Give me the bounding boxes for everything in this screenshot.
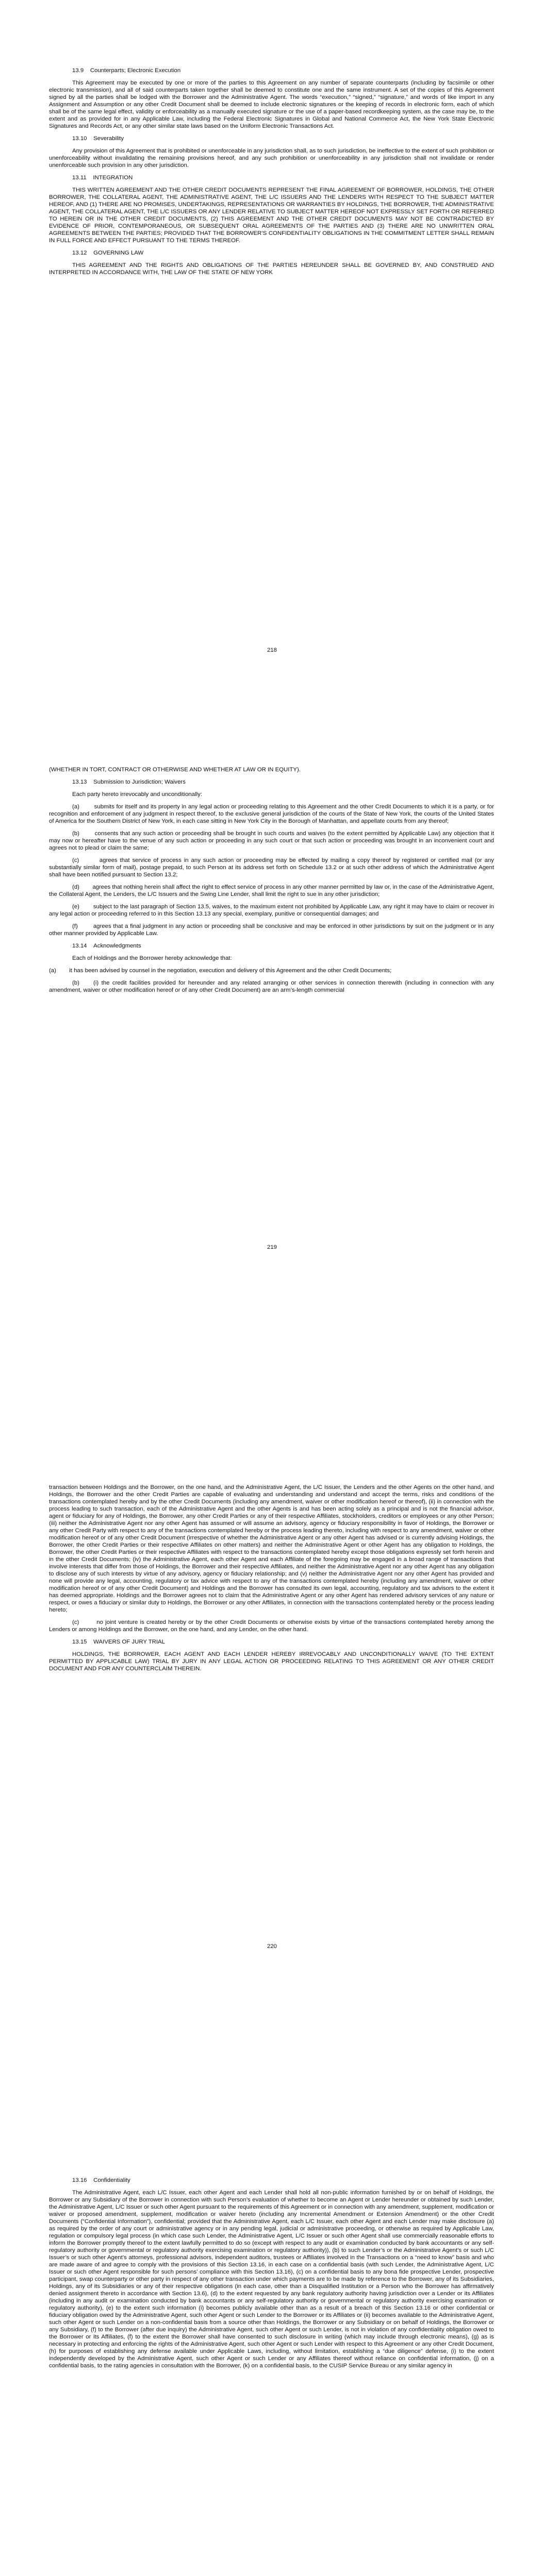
heading-13-15: 13.15 WAIVERS OF JURY TRIAL [72,1639,165,1646]
paragraph: Each party hereto irrevocably and unconditionally: [72,791,203,798]
clause-b: (b) consents that any such action or proceeding shall be brought in such courts and waives (to the extent permitted by Applicable Law) any objection that it may now or hereafter have to the venue of any such action or proceeding in any such court or that such action or proceeding was brought in an inconvenient court and agrees not to plead or claim the same; [49,831,494,852]
page-number: 220 [267,1943,277,1950]
page-number: 218 [267,647,277,653]
page-218-content [49,67,494,281]
paragraph: Any provision of this Agreement that is prohibited or unenforceable in any jurisdiction shall, as to such jurisdiction, be ineffective to the extent of such prohibition or unenforceability without invalidating the remaining provisions hereof, and any such prohibition or unenforceability in any jurisdiction shall not invalidate or render unenforceable such provision in any other jurisdiction. [49,148,494,169]
clause-b: (b) (i) the credit facilities provided for hereunder and any related arranging or other services in connection therewith (including in connection with any amendment, waiver or other modification hereof or of any other Credit Document) are an arm’s-length commercial [49,980,494,994]
clause-c: (c) agrees that service of process in any such action or proceeding may be effected by mailing a copy thereof by registered or certified mail (or any substantially similar form of mail), postage prepaid, to such Person at its address set forth on Schedule 13.2 or at such other address of which the Administrative Agent shall have been notified pursuant to Section 13.2; [49,857,494,878]
heading-13-11: 13.11 INTEGRATION [72,175,133,181]
clause-f: (f) agrees that a final judgment in any action or proceeding shall be conclusive and may be enforced in other jurisdictions by suit on the judgment or in any other manner provided by Applicable Law. [49,923,494,937]
paragraph: HOLDINGS, THE BORROWER, EACH AGENT AND EACH LENDER HEREBY IRREVOCABLY AND UNCONDITIONALLY WAIVE (TO THE EXTENT PERMITTED BY APPLICABLE LAW) TRIAL BY JURY IN ANY LEGAL ACTION OR PROCEEDING RELATING TO THIS AGREEMENT OR ANY OTHER CREDIT DOCUMENT AND FOR ANY COUNTERCLAIM THEREIN. [49,1651,494,1672]
clause-e: (e) subject to the last paragraph of Section 13.5, waives, to the maximum extent not prohibited by Applicable Law, any right it may have to claim or recover in any legal action or proceeding referred to in this Section 13.13 any special, exemplary, punitive or consequential damages; and [49,904,494,918]
clause-a: (a) submits for itself and its property in any legal action or proceeding relating to this Agreement and the other Credit Documents to which it is a party, or for recognition and enforcement of any judgment in respect thereof, to the exclusive general jurisdiction of the courts of the State of New York, the courts of the United States of America for the Southern District of New York, in each case sitting in New York City in the Borough of Manhattan, and appellate courts from any thereof; [49,804,494,825]
page-219 [0,703,544,1406]
page-221-content [49,2177,494,2375]
paragraph: The Administrative Agent, each L/C Issuer, each other Agent and each Lender shall hold all non-public information furnished by or on behalf of Holdings, the Borrower or any Subsidiary of the Borrower in connection with such Person’s evaluation of whether to become an Agent or Lender hereunder or obtained by such Lender, the Administrative Agent, L/C Issuer or such other Agent pursuant to the requirements of this Agreement or in connection with any amendment, supplement, modification or waiver or proposed amendment, supplement, modification or waiver hereto (including any Incremental Amendment or Extension Amendment) or the other Credit Documents (“Confidential Information”), confidential; provided that the Administrative Agent, each L/C Issuer, each other Agent and each Lender may make disclosure (a) as required by the order of any court or administrative agency or in any pending legal, judicial or administrative proceeding, or otherwise as required by Applicable Law, regulation or compulsory legal process (in which case such Lender, the Administrative Agent, L/C Issuer or such other Agent shall use commercially reasonable efforts to inform the Borrower promptly thereof to the extent lawfully permitted to do so (except with respect to any audit or examination conducted by bank accountants or any self-regulatory authority or governmental or regulatory authority exercising examination or regulatory authority)), (b) to such Lender’s or the Administrative Agent’s or such L/C Issuer’s or such other Agent’s attorneys, professional advisors, independent auditors, trustees or Affiliates involved in the Transactions on a “need to know” basis and who are made aware of and agree to comply with the provisions of this Section 13.16, in each case on a confidential basis (with such Lender, the Administrative Agent, L/C Issuer or such other Agent responsible for such persons’ compliance with this Section 13.16), (c) on a confidential basis to any bona fide prospective Lender, prospective participant, swap counterparty or other party in respect of any other transaction under which payments are to be made by reference to the Borrower, any of its Subsidiaries, Holdings, any of its Subsidiaries or any of their respective obligations (in each case, other than a Disqualified Institution or a Person who the Borrower has affirmatively denied assignment thereto in accordance with Section 13.6), (d) to the extent requested by any bank regulatory authority having jurisdiction over a Lender or its Affiliates (including in any audit or examination conducted by bank accountants or any self-regulatory authority or governmental or regulatory authority exercising examination or regulatory authority), (e) to the extent such information (i) becomes publicly available other than as a result of a breach of this Section 13.16 or other confidential or fiduciary obligation owed by the Administrative Agent, such other Agent or such Lender to the Borrower or its Affiliates or (ii) becomes available to the Administrative Agent, such other Agent or such Lender on a non-confidential basis from a source other than Holdings, the Borrower or any Subsidiary or on behalf of Holdings, the Borrower or any Subsidiary, (f) to the Borrower (after due inquiry) the Administrative Agent, such other Agent or such Lender, is not in violation of any confidentiality obligation owed to the Borrower or its Affiliates, (f) to the extent the Borrower shall have consented to such disclosure in writing (which may include through electronic means), (g) as is necessary in protecting and enforcing the rights of the Administrative Agent, such other Agent or such Lender with respect to this Agreement or any other Credit Document, (h) for purposes of establishing any defense available under Applicable Laws, including, without limitation, establishing a “due diligence” defense, (i) to the extent independently developed by the Administrative Agent, such other Agent or such Lender or any Affiliates thereof without reliance on confidential information, (j) on a confidential basis, to the rating agencies in consultation with the Borrower, (k) on a confidential basis, to the CUSIP Service Bureau or any similar agency in [49,2190,494,2369]
page-219-content [49,766,494,999]
clause-c: (c) no joint venture is created hereby or by the other Credit Documents or otherwise exists by virtue of the transactions contemplated hereby among the Lenders or among Holdings and the Borrower, on the one hand, and any Lender, on the other hand. [49,1619,494,1633]
paragraph: Each of Holdings and the Borrower hereby acknowledge that: [72,955,232,962]
clause-a: (a) it has been advised by counsel in the negotiation, execution and delivery of this Agreement and the other Credit Documents; [49,968,392,974]
page-220-content [49,1484,494,1677]
heading-13-16: 13.16 Confidentiality [72,2177,130,2183]
heading-13-9: 13.9 Counterparts; Electronic Execution [72,67,181,74]
page-218 [0,0,544,703]
page-number: 219 [267,1244,277,1250]
heading-13-13: 13.13 Submission to Jurisdiction; Waivers [72,779,186,786]
paragraph: This Agreement may be executed by one or more of the parties to this Agreement on any number of separate counterparts (including by facsimile or other electronic transmission), and all of said counterparts taken together shall be deemed to constitute one and the same instrument. A set of the copies of this Agreement signed by all the parties shall be lodged with the Borrower and the Administrative Agent. The words “execution,” “signed,” “signature,” and words of like import in any Assignment and Assumption or any other Credit Document shall be deemed to include electronic signatures or the keeping of records in electronic form, each of which shall be of the same legal effect, validity or enforceability as a manually executed signature or the use of a paper-based recordkeeping system, as the case may be, to the extent and as provided for in any Applicable Law, including the Federal Electronic Signatures in Global and National Commerce Act, the New York State Electronic Signatures and Records Act, or any other similar state laws based on the Uniform Electronic Transactions Act. [49,80,494,130]
paragraph: THIS AGREEMENT AND THE RIGHTS AND OBLIGATIONS OF THE PARTIES HEREUNDER SHALL BE GOVERNED BY, AND CONSTRUED AND INTERPRETED IN ACCORDANCE WITH, THE LAW OF THE STATE OF NEW YORK [49,262,494,276]
heading-13-10: 13.10 Severability [72,135,124,142]
page-220 [0,1406,544,2110]
clause-d: (d) agrees that nothing herein shall affect the right to effect service of process in any other manner permitted by law or, in the case of the Administrative Agent, the Collateral Agent, the Lenders, the L/C Issuers and the Swing Line Lender, shall limit the right to sue in any other jurisdiction; [49,884,494,898]
paragraph: THIS WRITTEN AGREEMENT AND THE OTHER CREDIT DOCUMENTS REPRESENT THE FINAL AGREEMENT OF BORROWER, HOLDINGS, THE OTHER BORROWER, THE COLLATERAL AGENT, THE ADMINISTRATIVE AGENT, THE L/C ISSUERS AND THE LENDERS WITH RESPECT TO THE SUBJECT MATTER HEREOF, AND (1) THERE ARE NO PROMISES, UNDERTAKINGS, REPRESENTATIONS OR WARRANTIES BY HOLDINGS, THE BORROWER, THE ADMINISTRATIVE AGENT, THE COLLATERAL AGENT, THE L/C ISSUERS OR ANY LENDER RELATIVE TO SUBJECT MATTER HEREOF NOT EXPRESSLY SET FORTH OR REFERRED TO HEREIN OR IN THE OTHER CREDIT DOCUMENTS, (2) THIS AGREEMENT AND THE OTHER CREDIT DOCUMENTS MAY NOT BE CONTRADICTED BY EVIDENCE OF PRIOR, CONTEMPORANEOUS, OR SUBSEQUENT ORAL AGREEMENTS OF THE PARTIES AND (3) THERE ARE NO UNWRITTEN ORAL AGREEMENTS BETWEEN THE PARTIES; PROVIDED THAT THE BORROWER’S CONFIDENTIALITY OBLIGATIONS IN THE COMMITMENT LETTER SHALL REMAIN IN FULL FORCE AND EFFECT PURSUANT TO THE TERMS THEREOF. [49,187,494,244]
heading-13-14: 13.14 Acknowledgments [72,943,141,950]
page-221 [0,2110,544,2576]
paragraph: (WHETHER IN TORT, CONTRACT OR OTHERWISE AND WHETHER AT LAW OR IN EQUITY). [49,767,301,773]
heading-13-12: 13.12 GOVERNING LAW [72,250,144,257]
paragraph: transaction between Holdings and the Borrower, on the one hand, and the Administrative Agent, the L/C Issuer, the Lenders and the other Agents on the other hand, and Holdings, the Borrower and the other Credit Parties are capable of evaluating and understanding and understand and accept the terms, risks and conditions of the transactions contemplated hereby and by the other Credit Documents (including any amendment, waiver or other modification hereof or thereof), (ii) in connection with the process leading to such transaction, each of the Administrative Agent and the other Agents is and has been acting solely as a principal and is not the financial advisor, agent or fiduciary for any of Holdings, the Borrower, any other Credit Parties or any of their respective Affiliates, stockholders, creditors or employees or any other Person; (iii) neither the Administrative Agent nor any other Agent has assumed or will assume an advisory, agency or fiduciary responsibility in favor of Holdings, the Borrower or any other Credit Party with respect to any of the transactions contemplated hereby or the process leading thereto, including with respect to any amendment, waiver or other modification hereof or of any other Credit Document (irrespective of whether the Administrative Agent or any other Agent has advised or is currently advising Holdings, the Borrower, the other Credit Parties or their respective Affiliates on other matters) and neither the Administrative Agent or other Agent has any obligation to Holdings, the Borrower, the other Credit Parties or their respective Affiliates with respect to the transactions contemplated hereby except those obligations expressly set forth herein and in the other Credit Documents; (iv) the Administrative Agent, each other Agent and each Affiliate of the foregoing may be engaged in a broad range of transactions that involve interests that differ from those of Holdings, the Borrower and their respective Affiliates, and neither the Administrative Agent nor any other Agent has any obligation to disclose any of such interests by virtue of any advisory, agency or fiduciary relationship; and (v) neither the Administrative Agent nor any other Agent has provided and none will provide any legal, accounting, regulatory or tax advice with respect to any of the transactions contemplated hereby (including any amendment, waiver or other modification hereof or of any other Credit Document) and Holdings and the Borrower has consulted its own legal, accounting, regulatory and tax advisors to the extent it has deemed appropriate. Holdings and the Borrower agrees not to claim that the Administrative Agent or any other Agent has rendered advisory services of any nature or respect, or owes a fiduciary or similar duty to Holdings, the Borrower or any other Affiliates, in connection with the transactions contemplated hereby or the process leading hereto; [49,1484,494,1614]
